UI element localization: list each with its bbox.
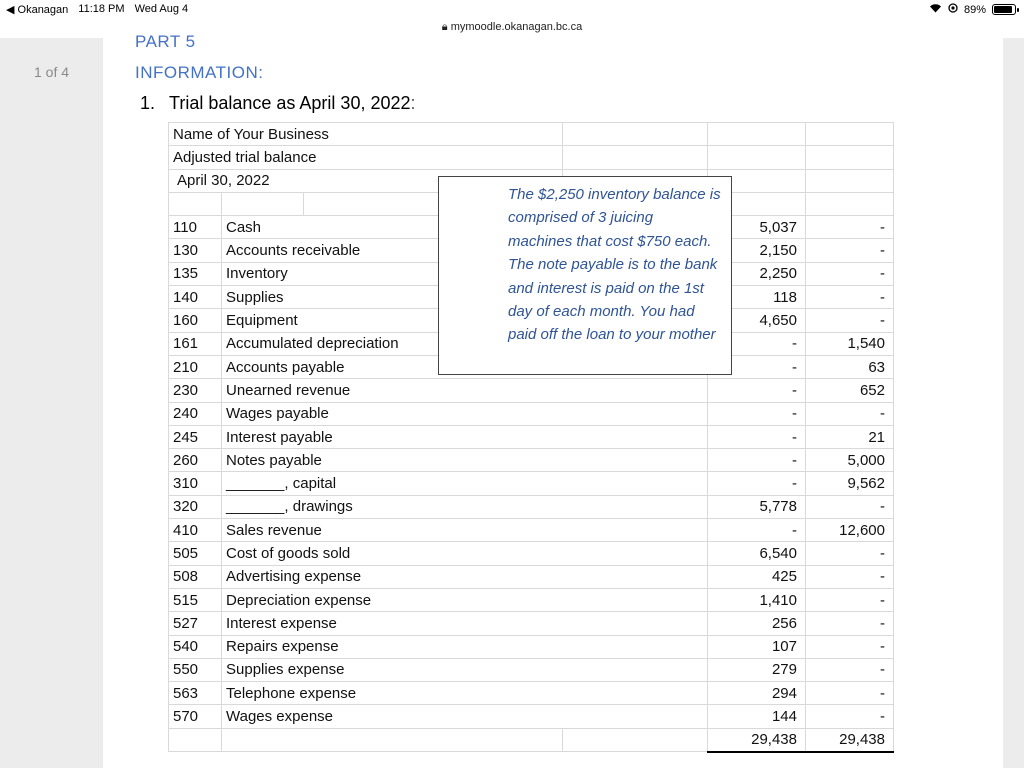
account-code: 310: [169, 472, 222, 495]
account-name: Cost of goods sold: [222, 542, 563, 565]
debit-amount: 279: [708, 658, 806, 681]
account-row: [169, 519, 894, 542]
status-date: Wed Aug 4: [134, 3, 189, 15]
account-code: 230: [169, 379, 222, 402]
empty-cell: [563, 123, 708, 146]
debit-amount: 2,250: [708, 262, 806, 285]
account-row: [169, 682, 894, 705]
debit-amount: -: [708, 425, 806, 448]
credit-amount: -: [806, 542, 894, 565]
total-credit: 29,438: [806, 728, 894, 751]
debit-amount: 256: [708, 612, 806, 635]
empty-cell: [563, 588, 708, 611]
empty-cell: [563, 449, 708, 472]
account-name: Repairs expense: [222, 635, 563, 658]
totals-row: [169, 728, 894, 751]
account-code: 540: [169, 635, 222, 658]
account-name: Equipment: [222, 309, 563, 332]
header-row: [169, 146, 894, 169]
header-cell: April 30, 2022: [169, 169, 563, 192]
credit-amount: -: [806, 705, 894, 728]
credit-amount: -: [806, 309, 894, 332]
account-row: [169, 658, 894, 681]
empty-cell: [563, 635, 708, 658]
credit-amount: -: [806, 495, 894, 518]
account-code: 563: [169, 682, 222, 705]
account-code: 140: [169, 286, 222, 309]
account-row: [169, 472, 894, 495]
credit-amount: 1,540: [806, 332, 894, 355]
credit-amount: -: [806, 682, 894, 705]
account-code: 110: [169, 216, 222, 239]
account-name: Wages payable: [222, 402, 563, 425]
page-indicator: 1 of 4: [34, 64, 70, 80]
item-title: [140, 93, 416, 114]
account-name: Cash: [222, 216, 563, 239]
debit-amount: 5,037: [708, 216, 806, 239]
account-name: Depreciation expense: [222, 588, 563, 611]
header-cell: Name of Your Business: [169, 123, 563, 146]
account-row: [169, 612, 894, 635]
header-cell: Adjusted trial balance: [169, 146, 563, 169]
empty-cell: [563, 402, 708, 425]
location-icon: [948, 3, 958, 16]
account-code: 527: [169, 612, 222, 635]
item-title-colon: :: [410, 93, 416, 113]
empty-cell: [708, 146, 806, 169]
empty-cell: [563, 425, 708, 448]
empty-cell: [563, 379, 708, 402]
account-code: 550: [169, 658, 222, 681]
empty-cell: [563, 728, 708, 751]
lock-icon: 🔒︎: [441, 21, 448, 33]
empty-cell: [563, 565, 708, 588]
account-name: Sales revenue: [222, 519, 563, 542]
empty-cell: [563, 705, 708, 728]
account-name: Telephone expense: [222, 682, 563, 705]
back-to-app-link[interactable]: ◀ Okanagan: [6, 4, 69, 16]
account-code: 570: [169, 705, 222, 728]
empty-cell: [806, 169, 894, 192]
account-name: Interest expense: [222, 612, 563, 635]
item-number: 1.: [140, 93, 156, 113]
credit-amount: 9,562: [806, 472, 894, 495]
account-row: [169, 705, 894, 728]
account-name: Accounts receivable: [222, 239, 563, 262]
status-time: 11:18 PM: [78, 3, 125, 15]
debit-amount: -: [708, 355, 806, 378]
account-name: _______, drawings: [222, 495, 563, 518]
note-box: The $2,250 inventory balance is comprised of 3 juicing machines that cost $750 each. The note payable is to the bank and interest is paid on the 1st day of each month. You had paid off the loan to your mother: [438, 176, 732, 375]
account-name: Supplies: [222, 286, 563, 309]
wifi-icon: [929, 3, 942, 16]
account-row: [169, 588, 894, 611]
empty-cell: [806, 192, 894, 215]
account-code: 210: [169, 355, 222, 378]
account-row: [169, 425, 894, 448]
credit-amount: -: [806, 262, 894, 285]
empty-cell: [708, 123, 806, 146]
debit-amount: 4,650: [708, 309, 806, 332]
credit-amount: -: [806, 612, 894, 635]
battery-icon: [992, 4, 1016, 15]
debit-amount: -: [708, 472, 806, 495]
credit-amount: -: [806, 658, 894, 681]
credit-amount: 21: [806, 425, 894, 448]
credit-amount: 12,600: [806, 519, 894, 542]
empty-cell: [563, 472, 708, 495]
account-code: 130: [169, 239, 222, 262]
account-code: 508: [169, 565, 222, 588]
account-row: [169, 565, 894, 588]
credit-amount: 5,000: [806, 449, 894, 472]
credit-amount: -: [806, 565, 894, 588]
account-name: Accumulated depreciation: [222, 332, 563, 355]
debit-amount: -: [708, 519, 806, 542]
account-name: Advertising expense: [222, 565, 563, 588]
account-name: Accounts payable: [222, 355, 563, 378]
credit-amount: 652: [806, 379, 894, 402]
account-row: [169, 542, 894, 565]
url-text: mymoodle.okanagan.bc.ca: [450, 21, 583, 33]
debit-amount: -: [708, 379, 806, 402]
account-name: Wages expense: [222, 705, 563, 728]
account-name: Inventory: [222, 262, 563, 285]
account-name: Unearned revenue: [222, 379, 563, 402]
part-heading: PART 5: [135, 32, 196, 51]
account-code: 260: [169, 449, 222, 472]
account-code: 160: [169, 309, 222, 332]
credit-amount: -: [806, 216, 894, 239]
empty-cell: [169, 728, 222, 751]
account-row: [169, 379, 894, 402]
credit-amount: -: [806, 635, 894, 658]
empty-cell: [563, 658, 708, 681]
empty-cell: [169, 192, 222, 215]
debit-amount: 5,778: [708, 495, 806, 518]
debit-amount: 1,410: [708, 588, 806, 611]
empty-cell: [563, 612, 708, 635]
debit-amount: 107: [708, 635, 806, 658]
empty-cell: [563, 146, 708, 169]
account-code: 410: [169, 519, 222, 542]
debit-amount: 2,150: [708, 239, 806, 262]
empty-cell: [806, 146, 894, 169]
account-code: 505: [169, 542, 222, 565]
total-debit: 29,438: [708, 728, 806, 751]
account-name: Interest payable: [222, 425, 563, 448]
debit-amount: -: [708, 449, 806, 472]
debit-amount: 118: [708, 286, 806, 309]
account-code: 515: [169, 588, 222, 611]
account-code: 320: [169, 495, 222, 518]
item-title-text: Trial balance as April 30, 2022: [169, 93, 411, 113]
info-heading: INFORMATION:: [135, 63, 264, 82]
empty-cell: [563, 519, 708, 542]
empty-cell: [222, 728, 563, 751]
debit-amount: 6,540: [708, 542, 806, 565]
debit-amount: 425: [708, 565, 806, 588]
back-app-label: Okanagan: [17, 4, 69, 16]
account-row: [169, 402, 894, 425]
debit-amount: -: [708, 402, 806, 425]
credit-amount: 63: [806, 355, 894, 378]
debit-amount: 294: [708, 682, 806, 705]
empty-cell: [563, 542, 708, 565]
status-bar: [0, 0, 1024, 20]
empty-cell: [563, 682, 708, 705]
account-row: [169, 495, 894, 518]
account-code: 245: [169, 425, 222, 448]
account-row: [169, 635, 894, 658]
account-name: Notes payable: [222, 449, 563, 472]
credit-amount: -: [806, 402, 894, 425]
account-code: 240: [169, 402, 222, 425]
account-name: Supplies expense: [222, 658, 563, 681]
header-row: [169, 123, 894, 146]
debit-amount: 144: [708, 705, 806, 728]
credit-amount: -: [806, 588, 894, 611]
account-code: 161: [169, 332, 222, 355]
account-row: [169, 449, 894, 472]
empty-cell: [222, 192, 304, 215]
credit-amount: -: [806, 239, 894, 262]
empty-cell: [563, 495, 708, 518]
debit-amount: -: [708, 332, 806, 355]
empty-cell: [806, 123, 894, 146]
account-code: 135: [169, 262, 222, 285]
account-name: _______, capital: [222, 472, 563, 495]
battery-percent: 89%: [963, 3, 986, 16]
credit-amount: -: [806, 286, 894, 309]
